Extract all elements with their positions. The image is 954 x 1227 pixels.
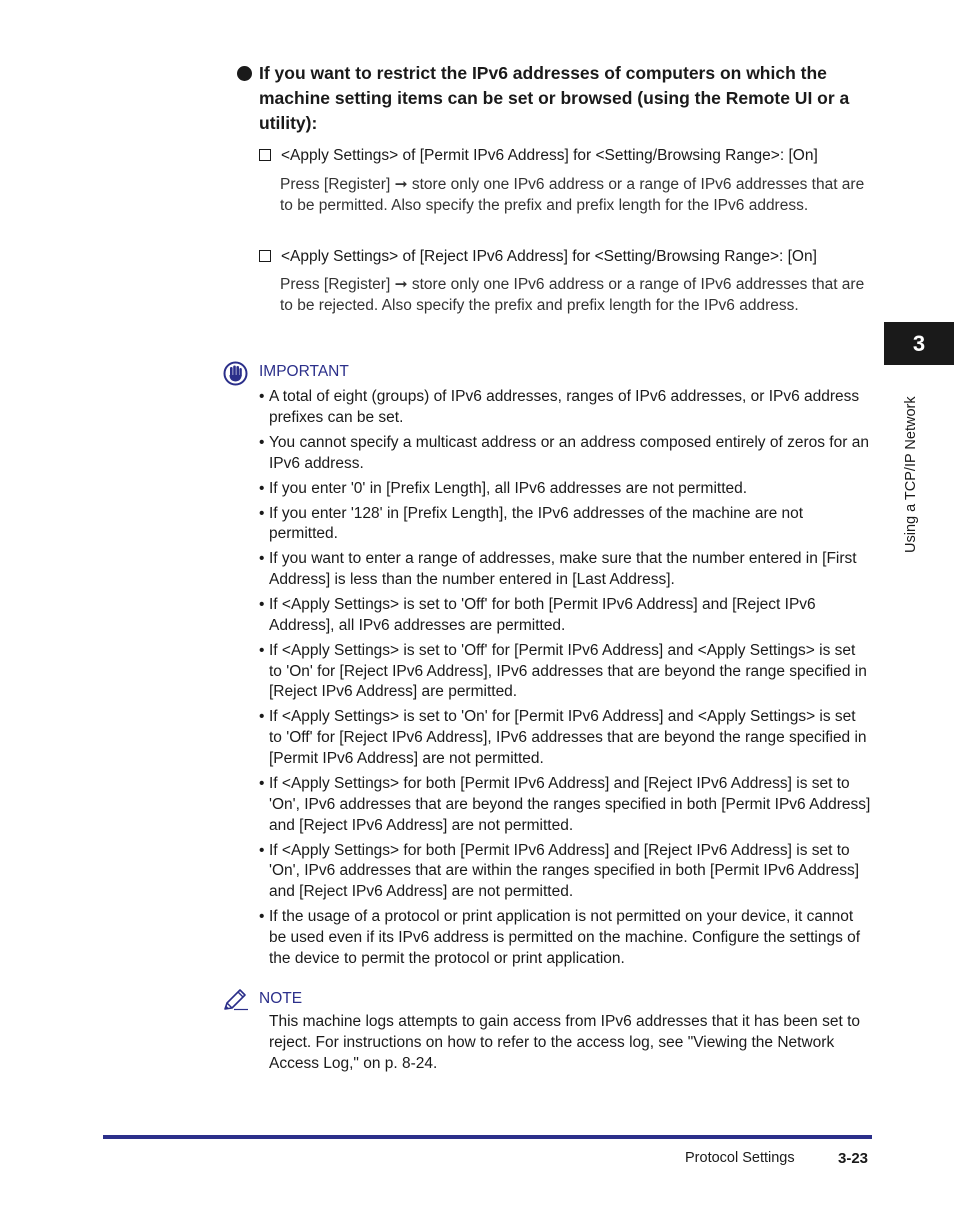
- list-item: • If <Apply Settings> is set to 'Off' for both [Permit IPv6 Address] and [Reject IPv6 Address], all IPv6 addresses are permitted.: [259, 595, 871, 637]
- checkbox-icon: [259, 149, 271, 161]
- page-number: 3-23: [838, 1150, 869, 1167]
- hand-stop-icon: [223, 361, 248, 386]
- list-item: • If the usage of a protocol or print application is not permitted on your device, it cannot be used even if its IPv6 address is permitted on the machine. Configure the settings of the device to permit the protocol or print application.: [259, 907, 871, 969]
- section-heading: If you want to restrict the IPv6 addresses of computers on which the machine setting items can be set or browsed (using the Remote UI or a utility):: [259, 63, 850, 133]
- list-item: • If <Apply Settings> is set to 'Off' for [Permit IPv6 Address] and <Apply Settings> is set to 'On' for [Reject IPv6 Address], IPv6 addresses that are beyond the range specified in [Reject IPv6 Address] are permitted.: [259, 641, 871, 703]
- option-label-reject: <Apply Settings> of [Reject IPv6 Address] for <Setting/Browsing Range>: [On]: [281, 248, 817, 265]
- list-item: • If <Apply Settings> for both [Permit IPv6 Address] and [Reject IPv6 Address] is set to 'On', IPv6 addresses that are within the ranges specified in both [Permit IPv6 Address] and [Reject IPv6 Address] are not permitted.: [259, 841, 871, 903]
- option-desc-reject: [280, 275, 876, 317]
- option-desc-permit: [280, 175, 876, 217]
- desc-text: Press [Register]: [280, 276, 395, 293]
- list-item: • If you want to enter a range of addresses, make sure that the number entered in [First Address] is less than the number entered in [Last Address].: [259, 549, 871, 591]
- desc-text: store only one IPv6 address or a range of IPv6 addresses that are to be permitted. Also specify the prefix and prefix length for the IPv6 address.: [280, 176, 865, 214]
- note-title: NOTE: [259, 990, 303, 1007]
- list-item: • If <Apply Settings> is set to 'On' for [Permit IPv6 Address] and <Apply Settings> is set to 'Off' for [Reject IPv6 Address], IPv6 addresses that are beyond the range specified in [Permit IPv6 Address] are not permitted.: [259, 707, 871, 769]
- footer-rule: [103, 1135, 872, 1139]
- important-list: [259, 387, 871, 974]
- arrow-icon: ➞: [394, 276, 408, 293]
- list-item: • If you enter '128' in [Prefix Length], the IPv6 addresses of the machine are not permitted.: [259, 504, 871, 546]
- chapter-title: Using a TCP/IP Network: [903, 396, 919, 553]
- list-item: • If you enter '0' in [Prefix Length], all IPv6 addresses are not permitted.: [259, 479, 871, 500]
- footer-section: Protocol Settings: [685, 1150, 795, 1166]
- arrow-icon: ➞: [394, 176, 408, 193]
- heading-bullet: [237, 66, 252, 81]
- list-item: • If <Apply Settings> for both [Permit IPv6 Address] and [Reject IPv6 Address] is set to 'On', IPv6 addresses that are beyond the ranges specified in both [Permit IPv6 Address] and [Reject IPv6 Address] are not permitted.: [259, 774, 871, 836]
- desc-text: store only one IPv6 address or a range of IPv6 addresses that are to be rejected. Also specify the prefix and prefix length for the IPv6 address.: [280, 276, 865, 314]
- list-item: • You cannot specify a multicast address or an address composed entirely of zeros for an IPv6 address.: [259, 433, 871, 475]
- desc-text: Press [Register]: [280, 176, 395, 193]
- checkbox-icon: [259, 250, 271, 262]
- option-label-permit: <Apply Settings> of [Permit IPv6 Address] for <Setting/Browsing Range>: [On]: [281, 147, 818, 164]
- note-text: This machine logs attempts to gain access from IPv6 addresses that it has been set to reject. For instructions on how to refer to the access log, see "Viewing the Network Access Log," on p. 8-24.: [269, 1013, 861, 1072]
- chapter-tab: 3: [884, 322, 954, 365]
- pencil-icon: [222, 988, 250, 1012]
- list-item: • A total of eight (groups) of IPv6 addresses, ranges of IPv6 addresses, or IPv6 address prefixes can be set.: [259, 387, 871, 429]
- important-title: IMPORTANT: [259, 363, 349, 380]
